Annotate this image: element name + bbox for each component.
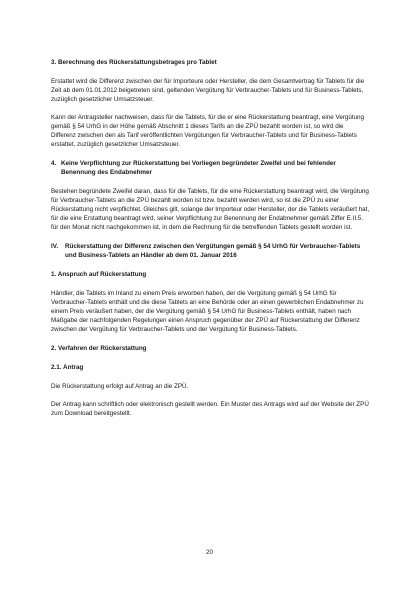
paragraph: Der Antrag kann schriftlich oder elektronisch gestellt werden. Ein Muster des Antrags wird auf der Website der ZPÜ zum Download bereitgestellt. [51,401,369,417]
page-number: 20 [205,549,213,556]
paragraph: Erstattet wird die Differenz zwischen der für Importeure oder Hersteller, die dem Gesamtvertrag für Tablets für die Zeit ab dem 01.01.2012 beigetreten sind, geltenden Vergütung für Verbraucher-Tablets und für Business-Tablets, zuzüglich gesetzlicher Umsatzsteuer. [51,78,365,103]
section-heading-4 [51,159,370,177]
section-number: IV. [51,243,59,250]
section-heading-1: 1. Anspruch auf Rückerstattung [51,271,147,278]
page-body [51,58,370,418]
section-heading-2-1: 2.1. Antrag [51,364,84,371]
paragraph: Kann der Antragsteller nachweisen, dass für die Tablets, für die er eine Rückerstattung beantragt, eine Vergütung gemäß § 54 UrhG in der Höhe gemäß Abschnitt 1 dieses Tarifs an die ZPÜ bezahlt worden ist, so wird die Differenz zwischen den als Tarif veröffentlichten Vergütungen für Verbraucher-Tablets und für Business-Tablets erstattet, zuzüglich gesetzlicher Umsatzsteuer. [51,114,365,148]
section-heading-3: 3. Berechnung des Rückerstattungsbetrages pro Tablet [51,59,217,66]
section-title: Rückerstattung der Differenz zwischen den Vergütungen gemäß § 54 UrhG für Verbraucher-Tablets und Business-Tablets an Händler ab dem 01. Januar 2016 [65,243,361,259]
paragraph: Händler, die Tablets im Inland zu einem Preis erworben haben, der die Vergütung gemäß § 54 UrhG für Verbraucher-Tablets enthält und die diese Tablets an eine Behörde oder an einen gewerblichen Endabnehmer zu einem Preis veräußert haben, der die Vergütung gemäß § 54 UrhG für Business-Tablets enthält, haben nach Maßgabe der nachfolgenden Regelungen einen Anspruch gegenüber der ZPÜ auf Rückerstattung der Differenz zwischen der Vergütung für Verbraucher-Tablets und der Vergütung für Business-Tablets. [51,290,364,333]
paragraph: Bestehen begründete Zweifel daran, dass für die Tablets, für die eine Rückerstattung beantragt wird, die Vergütung für Verbraucher-Tablets an die ZPÜ bezahlt worden ist bzw. bezahlt werden wird, so ist die ZPÜ zu einer Rückerstattung nicht verpflichtet. Gleiches gilt, solange der Importeur oder Hersteller, der die Tablets veräußert hat, für die eine Erstattung beantragt wird, seiner Verpflichtung zur Benennung der Endabnehmer gemäß Ziffer E.II.5. für den Monat nicht nachgekommen ist, in dem die Rechnung für die betreffenden Tablets gestellt worden ist. [51,188,370,231]
section-heading-IV [51,242,370,260]
section-title: Keine Verpflichtung zur Rückerstattung bei Vorliegen begründeter Zweifel und bei fehlender Benennung des Endabnehmer [61,160,336,176]
section-heading-2: 2. Verfahren der Rückerstattung [51,345,147,352]
section-number: 4. [51,160,57,167]
paragraph: Die Rückerstattung erfolgt auf Antrag an die ZPÜ. [51,383,189,390]
